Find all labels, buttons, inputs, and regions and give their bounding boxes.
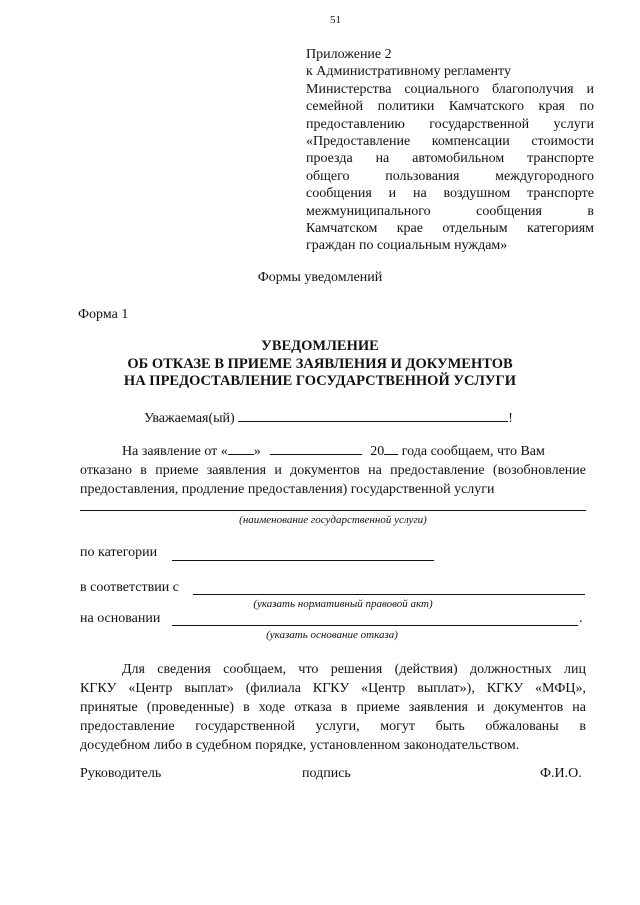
notice-title-line: УВЕДОМЛЕНИЕ: [261, 338, 379, 354]
form-label: Форма 1: [78, 307, 129, 322]
appendix-line: межмуниципального сообщения в: [306, 203, 594, 219]
date-year-field[interactable]: [384, 442, 398, 455]
appendix-line: Приложение 2: [306, 47, 392, 62]
info-line: предоставление государственной услуги, могут быть обжалованы в: [80, 719, 586, 734]
greeting: [144, 409, 513, 427]
basis-field[interactable]: [172, 625, 578, 626]
notice-title-line: НА ПРЕДОСТАВЛЕНИЕ ГОСУДАРСТВЕННОЙ УСЛУГИ: [123, 373, 517, 389]
info-paragraph: [80, 660, 586, 755]
signature-name: Ф.И.О.: [540, 766, 582, 781]
basis-caption: (указать основание отказа): [266, 629, 398, 641]
notice-title-line: ОБ ОТКАЗЕ В ПРИЕМЕ ЗАЯВЛЕНИЯ И ДОКУМЕНТОВ: [127, 355, 513, 372]
signature-sign: подпись: [302, 766, 351, 781]
forms-title: Формы уведомлений: [257, 270, 383, 285]
regulation-field[interactable]: [193, 594, 585, 595]
category-field[interactable]: [172, 560, 434, 561]
appendix-line: граждан по социальным нуждам»: [306, 238, 508, 254]
appendix-line: к Административному регламенту: [306, 64, 511, 80]
greeting-suffix: !: [508, 411, 513, 426]
statement-text: года сообщаем, что Вам: [401, 444, 545, 459]
service-caption: (наименование государственной услуги): [239, 514, 427, 526]
category-label: по категории: [80, 545, 158, 560]
info-line: досудебном либо в судебном порядке, установленном законодательством.: [80, 738, 520, 753]
statement-text: отказано в приеме заявления и документов на предоставление (возобновление: [80, 463, 586, 478]
statement-text: предоставления, продление предоставления) государственной услуги: [80, 482, 495, 497]
service-name-field[interactable]: [80, 510, 586, 511]
statement-text: На заявление от «: [122, 444, 228, 459]
appendix-line: Министерства социального благополучия и: [306, 81, 594, 97]
basis-label: на основании: [80, 611, 161, 626]
statement-text: 20: [370, 444, 385, 459]
appendix-line: сообщения и на воздушном транспорте: [306, 186, 594, 202]
info-line: КГКУ «Центр выплат» (филиала КГКУ «Центр выплат»), КГКУ «МФЦ»,: [80, 681, 586, 696]
date-month-field[interactable]: [270, 442, 362, 455]
basis-end: .: [579, 611, 583, 626]
statement-paragraph: [80, 442, 586, 499]
greeting-prefix: Уважаемая(ый): [144, 411, 235, 426]
date-day-field[interactable]: [228, 442, 254, 455]
appendix-line: предоставлению государственной услуги: [306, 116, 594, 132]
notice-title: [0, 338, 640, 391]
statement-text: »: [253, 444, 261, 459]
appendix-line: Камчатском крае отдельным категориям: [306, 221, 594, 237]
appendix-line: «Предоставление компенсации стоимости: [306, 134, 594, 150]
appendix-line: общего пользования междугородного: [306, 168, 594, 184]
info-line: принятые (проведенные) в ходе отказа в приеме заявления и документов на: [80, 700, 586, 715]
signature-head: Руководитель: [80, 766, 162, 781]
page-number: 51: [330, 14, 341, 26]
recipient-name-field[interactable]: [238, 409, 508, 422]
accordance-label: в соответствии с: [80, 580, 179, 595]
appendix-block: [306, 46, 594, 255]
appendix-line: семейной политики Камчатского края по: [306, 99, 594, 115]
info-line: Для сведения сообщаем, что решения (действия) должностных лиц: [122, 662, 586, 677]
appendix-line: проезда на автомобильном транспорте: [306, 151, 594, 167]
accordance-caption: (указать нормативный правовой акт): [253, 598, 433, 610]
